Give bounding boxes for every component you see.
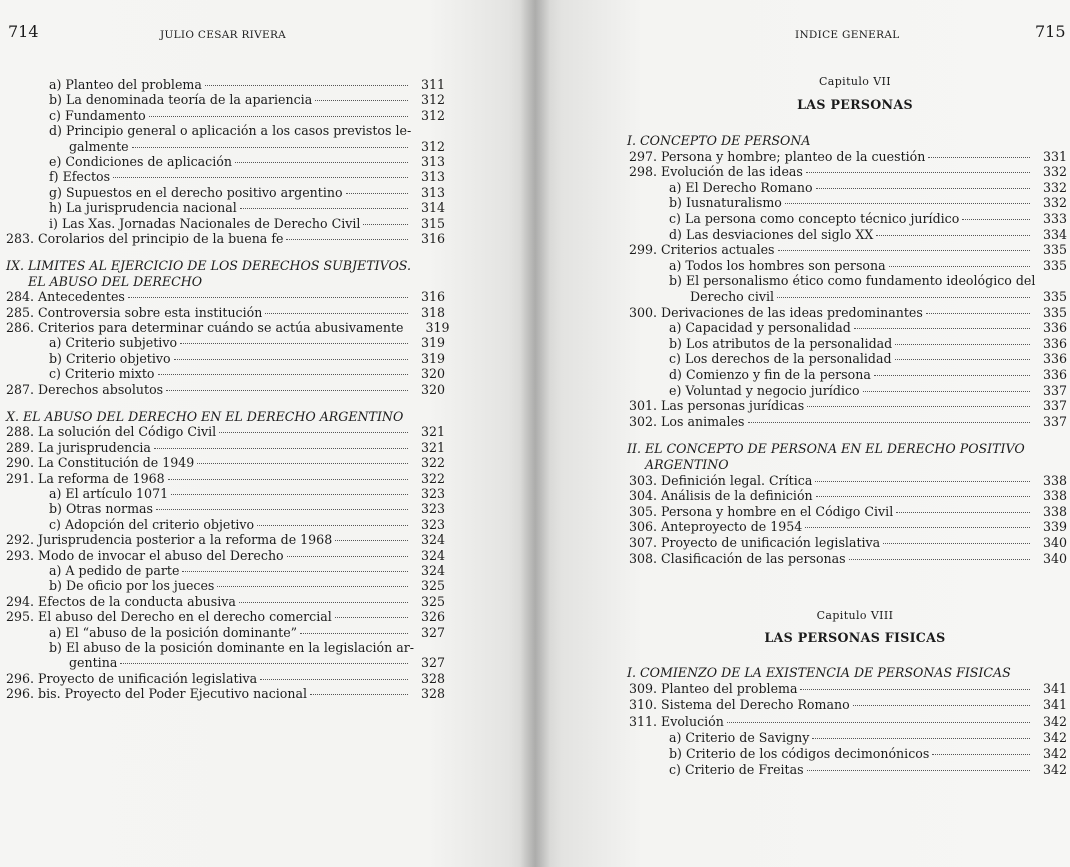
toc-entry-title: b) Otras normas — [49, 501, 153, 517]
left-page-number: 714 — [8, 22, 39, 41]
toc-entry — [49, 501, 445, 517]
toc-page-number: 322 — [420, 470, 445, 486]
toc-entry-title: Derecho civil — [690, 289, 775, 304]
toc-section-heading: IX. LIMITES AL EJERCICIO DE LOS DERECHOS SUBJETIVOS. — [6, 258, 411, 274]
dot-leader — [874, 375, 1030, 376]
toc-page-number: 313 — [420, 169, 445, 185]
toc-entry-title: b) La denominada teoría de la apariencia — [49, 92, 313, 108]
dot-leader — [217, 586, 408, 587]
toc-entry — [669, 383, 1067, 399]
dot-leader — [926, 313, 1030, 314]
toc-entry — [6, 548, 445, 564]
toc-page-number: 336 — [1042, 367, 1067, 382]
toc-entry — [629, 473, 1067, 489]
toc-entry-title: c) Los derechos de la personalidad — [669, 351, 892, 367]
dot-leader — [806, 172, 1030, 173]
toc-entry-title: g) Supuestos en el derecho positivo argentino — [49, 184, 343, 200]
toc-page-number: 314 — [420, 200, 445, 216]
toc-entry — [49, 486, 445, 502]
toc-entry — [49, 625, 445, 641]
toc-page-number: 324 — [420, 532, 445, 548]
dot-leader — [812, 738, 1030, 739]
toc-entry-title: 290. La Constitución de 1949 — [6, 455, 195, 471]
toc-entry-title: c) Criterio mixto — [49, 366, 155, 382]
toc-entry-title: a) A pedido de parte — [49, 563, 180, 578]
toc-entry — [669, 351, 1067, 367]
toc-entry-title: 306. Anteproyecto de 1954 — [629, 519, 803, 535]
toc-entry-title: c) Fundamento — [49, 107, 146, 123]
toc-entry-title: 283. Corolarios del principio de la buena fe — [6, 231, 284, 246]
dot-leader — [257, 525, 408, 526]
toc-entry — [629, 681, 1067, 697]
toc-entry — [629, 697, 1067, 713]
dot-leader — [895, 344, 1030, 345]
toc-entry — [669, 258, 1067, 274]
toc-entry — [49, 77, 445, 93]
toc-entry — [49, 366, 445, 382]
toc-entry — [49, 216, 445, 232]
toc-page-number: 332 — [1042, 179, 1067, 195]
dot-leader — [807, 770, 1030, 771]
toc-entry-title: 309. Planteo del problema — [629, 681, 798, 697]
toc-page-number: 321 — [420, 424, 445, 440]
toc-page-number: 320 — [420, 381, 445, 397]
toc-page-number: 319 — [420, 335, 445, 351]
toc-section-heading: EL ABUSO DEL DERECHO — [28, 273, 203, 289]
toc-entry-title: a) El “abuso de la posición dominante” — [49, 624, 298, 640]
toc-entry-title: a) Criterio de Savigny — [669, 729, 810, 745]
right-running-head: INDICE GENERAL — [795, 29, 900, 41]
dot-leader — [876, 235, 1030, 236]
toc-entry-title: a) Capacidad y personalidad — [669, 320, 851, 336]
toc-entry-title: 308. Clasificación de las personas — [629, 550, 846, 566]
toc-entry-title: 299. Criterios actuales — [629, 242, 775, 258]
toc-page-number: 332 — [1042, 164, 1067, 180]
dot-leader — [896, 512, 1030, 513]
dot-leader — [883, 543, 1030, 544]
toc-page-number: 333 — [1042, 211, 1067, 226]
dot-leader — [727, 722, 1030, 723]
toc-page-number: 335 — [1042, 304, 1067, 320]
toc-entry-title: a) Planteo del problema — [49, 77, 202, 92]
dot-leader — [928, 157, 1030, 158]
toc-page-number: 342 — [1042, 729, 1067, 745]
dot-leader — [113, 177, 408, 178]
toc-entry-title: 298. Evolución de las ideas — [629, 164, 803, 180]
dot-leader — [854, 328, 1030, 329]
toc-entry-title: 284. Antecedentes — [6, 289, 125, 305]
toc-page-number: 323 — [420, 516, 445, 532]
toc-entry-title: b) Criterio objetivo — [49, 350, 171, 366]
toc-entry — [629, 305, 1067, 321]
toc-page-number: 321 — [420, 439, 445, 455]
right-page-number: 715 — [1035, 22, 1066, 41]
toc-entry-title: 301. Las personas jurídicas — [629, 398, 805, 414]
toc-entry-title: 307. Proyecto de unificación legislativa — [629, 535, 881, 550]
toc-page-number: 342 — [1042, 713, 1067, 729]
dot-leader — [240, 208, 408, 209]
dot-leader — [748, 422, 1031, 423]
toc-entry — [6, 382, 445, 398]
dot-leader — [335, 617, 408, 618]
left-running-head: JULIO CESAR RIVERA — [160, 29, 287, 41]
dot-leader — [310, 694, 408, 695]
toc-entry-title: a) El Derecho Romano — [669, 179, 813, 195]
toc-section-heading: X. EL ABUSO DEL DERECHO EN EL DERECHO ARGENTINO — [6, 409, 404, 424]
dot-leader — [156, 509, 408, 510]
dot-leader — [174, 359, 408, 360]
toc-entry — [49, 169, 445, 185]
toc-page-number: 336 — [1042, 351, 1067, 367]
toc-entry-title: a) El artículo 1071 — [49, 486, 169, 501]
toc-entry — [629, 164, 1067, 180]
toc-entry — [6, 320, 450, 336]
dot-leader — [180, 343, 408, 344]
toc-entry-title: 305. Persona y hombre en el Código Civil — [629, 503, 894, 519]
dot-leader — [335, 540, 408, 541]
toc-entry — [690, 289, 1067, 305]
toc-entry — [669, 211, 1067, 227]
dot-leader — [120, 663, 408, 664]
toc-entry-text: d) Principio general o aplicación a los casos previstos le- — [49, 123, 412, 139]
toc-entry-title: 293. Modo de invocar el abuso del Derecho — [6, 547, 284, 563]
toc-entry — [6, 671, 445, 687]
toc-entry — [69, 655, 445, 671]
dot-leader — [149, 116, 408, 117]
toc-entry — [49, 108, 445, 124]
toc-page-number: 315 — [420, 215, 445, 231]
toc-entry — [629, 242, 1067, 258]
dot-leader — [158, 374, 408, 375]
dot-leader — [287, 556, 408, 557]
toc-entry-title: b) De oficio por los jueces — [49, 578, 215, 594]
dot-leader — [346, 193, 408, 194]
toc-page-number: 334 — [1042, 226, 1067, 242]
toc-entry — [629, 519, 1067, 535]
toc-entry — [6, 532, 445, 548]
toc-page-number: 325 — [420, 578, 445, 594]
dot-leader — [777, 297, 1030, 298]
toc-entry-title: gentina — [69, 655, 118, 671]
toc-page-number: 331 — [1042, 148, 1067, 164]
toc-entry-title: c) Adopción del criterio objetivo — [49, 516, 255, 532]
toc-entry — [669, 195, 1067, 211]
dot-leader — [785, 203, 1030, 204]
dot-leader — [265, 313, 408, 314]
toc-page-number: 332 — [1042, 195, 1067, 211]
toc-entry-title: d) Las desviaciones del siglo XX — [669, 226, 874, 242]
toc-page-number: 337 — [1042, 413, 1067, 429]
toc-page-number: 340 — [1042, 550, 1067, 566]
dot-leader — [815, 481, 1030, 482]
toc-entry-title: 291. La reforma de 1968 — [6, 470, 165, 486]
toc-page-number: 312 — [420, 107, 445, 123]
dot-leader — [286, 239, 408, 240]
toc-entry-title: 289. La jurisprudencia — [6, 439, 151, 455]
chapter-8-label: Capitulo VIII — [816, 609, 894, 622]
dot-leader — [300, 633, 408, 634]
toc-entry — [669, 746, 1067, 762]
toc-entry-title: b) Criterio de los códigos decimonónicos — [669, 746, 930, 761]
toc-entry — [49, 351, 445, 367]
dot-leader — [807, 406, 1030, 407]
toc-entry-title: 296. Proyecto de unificación legislativa — [6, 670, 258, 686]
dot-leader — [800, 689, 1030, 690]
toc-page-number: 327 — [420, 655, 445, 671]
dot-leader — [219, 432, 408, 433]
dot-leader — [154, 448, 408, 449]
toc-entry — [49, 335, 445, 351]
toc-entry-title: 310. Sistema del Derecho Romano — [629, 697, 850, 713]
toc-entry-text: b) El personalismo ético como fundamento ideológico del — [669, 273, 1036, 289]
toc-section-heading: I. CONCEPTO DE PERSONA — [627, 133, 811, 148]
toc-entry-title: a) Criterio subjetivo — [49, 335, 178, 351]
toc-page-number: 325 — [420, 593, 445, 609]
toc-entry-title: 296. bis. Proyecto del Poder Ejecutivo nacional — [6, 686, 308, 702]
toc-entry — [49, 563, 445, 579]
toc-entry-title: a) Todos los hombres son persona — [669, 257, 886, 273]
toc-page-number: 342 — [1042, 746, 1067, 761]
toc-entry-title: 285. Controversia sobre esta institución — [6, 304, 263, 320]
right-page — [535, 0, 1070, 867]
toc-entry — [669, 367, 1067, 383]
toc-entry-title: 311. Evolución — [629, 713, 724, 729]
toc-section-heading: I. COMIENZO DE LA EXISTENCIA DE PERSONAS FISICAS — [627, 665, 1011, 680]
toc-entry-title: 294. Efectos de la conducta abusiva — [6, 593, 236, 609]
toc-page-number: 313 — [420, 154, 445, 169]
toc-entry — [6, 289, 445, 305]
toc-entry — [49, 154, 445, 170]
toc-entry-title: e) Condiciones de aplicación — [49, 154, 232, 169]
toc-entry — [69, 139, 445, 155]
toc-page-number: 335 — [1042, 242, 1067, 258]
toc-entry — [669, 320, 1067, 336]
dot-leader — [363, 224, 408, 225]
toc-page-number: 324 — [420, 563, 445, 578]
dot-leader — [239, 602, 408, 603]
toc-entry — [669, 227, 1067, 243]
toc-entry — [629, 414, 1067, 430]
toc-entry-title: d) Comienzo y fin de la persona — [669, 367, 871, 382]
toc-entry — [6, 686, 445, 702]
toc-page-number: 342 — [1042, 762, 1067, 778]
toc-entry-title: e) Voluntad y negocio jurídico — [669, 382, 860, 398]
toc-entry-title: b) Iusnaturalismo — [669, 195, 782, 211]
toc-page-number: 328 — [420, 686, 445, 702]
toc-entry — [6, 594, 445, 610]
toc-entry — [629, 535, 1067, 551]
toc-entry — [49, 578, 445, 594]
toc-page-number: 322 — [420, 455, 445, 471]
toc-entry — [629, 504, 1067, 520]
dot-leader — [315, 100, 408, 101]
toc-page-number: 312 — [420, 138, 445, 154]
toc-entry — [6, 609, 445, 625]
dot-leader — [132, 147, 408, 148]
toc-page-number: 316 — [420, 289, 445, 305]
dot-leader — [778, 250, 1030, 251]
toc-page-number: 338 — [1042, 472, 1067, 488]
dot-leader — [171, 494, 408, 495]
dot-leader — [235, 162, 408, 163]
toc-entry-title: c) Criterio de Freitas — [669, 762, 804, 778]
toc-entry-title: f) Efectos — [49, 169, 111, 185]
dot-leader — [962, 219, 1030, 220]
toc-page-number: 312 — [420, 92, 445, 108]
toc-page-number: 341 — [1042, 697, 1067, 713]
toc-entry — [49, 185, 445, 201]
toc-page-number: 335 — [1042, 289, 1067, 304]
dot-leader — [853, 705, 1030, 706]
toc-entry — [6, 424, 445, 440]
dot-leader — [197, 463, 408, 464]
dot-leader — [168, 479, 408, 480]
chapter-7-title: LAS PERSONAS — [797, 97, 913, 112]
toc-entry — [6, 471, 445, 487]
toc-page-number: 316 — [420, 231, 445, 246]
toc-entry-title: 292. Jurisprudencia posterior a la reforma de 1968 — [6, 532, 333, 548]
dot-leader — [128, 297, 408, 298]
toc-page-number: 311 — [420, 77, 445, 92]
toc-entry-title: 304. Análisis de la definición — [629, 488, 813, 504]
toc-entry-title: 295. El abuso del Derecho en el derecho comercial — [6, 609, 332, 625]
toc-entry-text: b) El abuso de la posición dominante en la legislación ar- — [49, 640, 414, 655]
dot-leader — [816, 188, 1030, 189]
toc-entry — [669, 730, 1067, 746]
toc-page-number: 327 — [420, 624, 445, 640]
toc-entry — [669, 336, 1067, 352]
toc-entry — [6, 305, 445, 321]
toc-entry — [629, 488, 1067, 504]
toc-page-number: 326 — [420, 609, 445, 625]
toc-page-number: 319 — [420, 350, 445, 366]
toc-page-number: 339 — [1042, 519, 1067, 535]
dot-leader — [932, 754, 1030, 755]
toc-entry-title: galmente — [69, 138, 129, 154]
dot-leader — [182, 571, 408, 572]
toc-entry — [669, 762, 1067, 778]
toc-section-heading: ARGENTINO — [645, 457, 729, 472]
toc-entry — [629, 398, 1067, 414]
toc-page-number: 337 — [1042, 398, 1067, 414]
chapter-8-title: LAS PERSONAS FISICAS — [764, 630, 946, 645]
toc-entry — [629, 714, 1067, 730]
dot-leader — [205, 85, 408, 86]
toc-entry — [49, 517, 445, 533]
toc-entry-title: b) Los atributos de la personalidad — [669, 335, 893, 351]
dot-leader — [260, 679, 408, 680]
toc-entry — [6, 440, 445, 456]
chapter-7-label: Capitulo VII — [818, 75, 892, 88]
toc-entry — [629, 149, 1067, 165]
toc-entry-title: 297. Persona y hombre; planteo de la cuestión — [629, 148, 926, 164]
dot-leader — [805, 527, 1030, 528]
toc-page-number: 328 — [420, 670, 445, 686]
toc-page-number: 323 — [420, 486, 445, 501]
toc-entry — [629, 551, 1067, 567]
dot-leader — [816, 496, 1030, 497]
toc-page-number: 320 — [420, 366, 445, 382]
toc-page-number: 318 — [420, 304, 445, 320]
toc-entry-title: 286. Criterios para determinar cuándo se actúa abusivamente — [6, 320, 404, 335]
toc-page-number: 338 — [1042, 488, 1067, 504]
dot-leader — [849, 559, 1030, 560]
toc-entry — [49, 92, 445, 108]
toc-entry-title: i) Las Xas. Jornadas Nacionales de Derecho Civil — [49, 215, 361, 231]
toc-page-number: 336 — [1042, 335, 1067, 351]
dot-leader — [863, 391, 1030, 392]
toc-page-number: 338 — [1042, 503, 1067, 519]
toc-entry-title: 302. Los animales — [629, 413, 745, 429]
dot-leader — [895, 359, 1030, 360]
toc-section-heading: II. EL CONCEPTO DE PERSONA EN EL DERECHO POSITIVO — [627, 441, 1025, 457]
dot-leader — [889, 266, 1030, 267]
toc-page-number: 324 — [420, 547, 445, 563]
toc-entry-title: 288. La solución del Código Civil — [6, 424, 217, 440]
dot-leader — [166, 390, 408, 391]
toc-entry — [49, 200, 445, 216]
toc-entry-title: 303. Definición legal. Crítica — [629, 472, 813, 488]
toc-page-number: 335 — [1042, 257, 1067, 273]
toc-page-number: 341 — [1042, 681, 1067, 697]
toc-entry-title: h) La jurisprudencia nacional — [49, 200, 237, 216]
toc-page-number: 340 — [1042, 535, 1067, 550]
toc-entry-title: 287. Derechos absolutos — [6, 381, 164, 397]
toc-entry-title: 300. Derivaciones de las ideas predominantes — [629, 304, 923, 320]
toc-entry — [669, 180, 1067, 196]
toc-entry — [6, 231, 445, 247]
toc-page-number: 323 — [420, 501, 445, 517]
toc-page-number: 336 — [1042, 320, 1067, 336]
toc-page-number: 337 — [1042, 382, 1067, 398]
toc-page-number: 319 — [425, 320, 450, 335]
toc-entry-title: c) La persona como concepto técnico jurídico — [669, 211, 960, 226]
toc-page-number: 313 — [420, 184, 445, 200]
toc-entry — [6, 455, 445, 471]
